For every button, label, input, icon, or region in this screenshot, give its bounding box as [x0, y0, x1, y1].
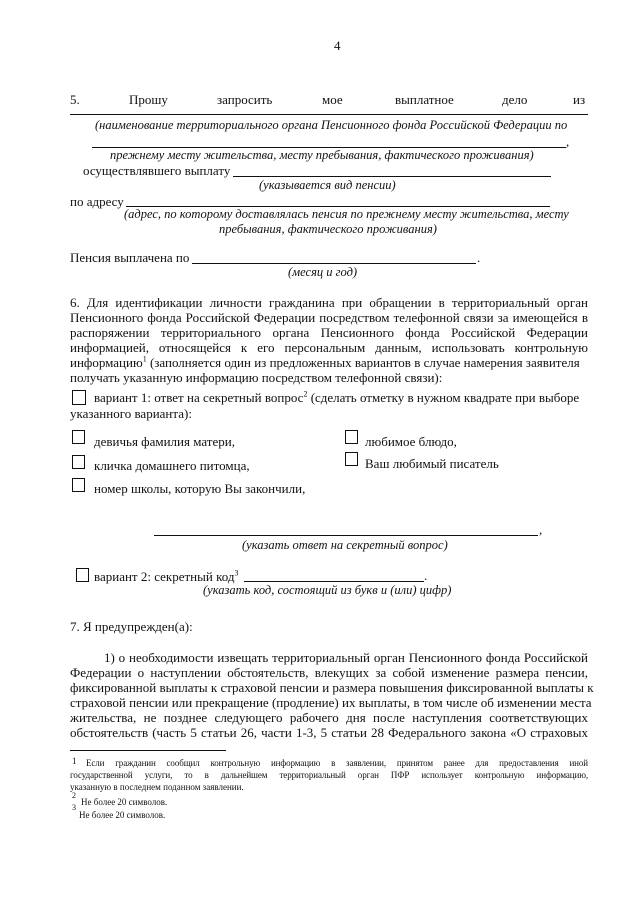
s7-line-4: страховой пенсии или прекращение (продление) их выплаты, в том числе об изменении места [70, 695, 592, 710]
dot-2: . [424, 568, 428, 583]
paid-label: осуществлявшего выплату [83, 163, 231, 178]
page-number: 4 [334, 38, 341, 53]
option-maiden-name: девичья фамилия матери, [94, 434, 235, 449]
footnote-2-text: Не более 20 символов. [81, 797, 168, 807]
word-iz: из [573, 92, 586, 107]
footnote-1-line-1: Если гражданин сообщил контрольную информацию в заявлении, принятом ранее для предоставления иной [86, 758, 588, 768]
option-favorite-writer: Ваш любимый писатель [365, 456, 499, 471]
month-year-hint: (месяц и год) [288, 265, 358, 279]
secret-answer-hint: (указать ответ на секретный вопрос) [242, 538, 448, 552]
s6-line-2: Пенсионного фонда Российской Федерации посредством телефонной связи за имеющейся в [70, 310, 588, 325]
residence-hint: прежнему месту жительства, месту пребывания, фактического проживания) [110, 148, 534, 162]
footnote-3-number: 3 [72, 803, 76, 812]
word-moe: мое [322, 92, 343, 107]
favorite-dish-checkbox[interactable] [345, 430, 358, 444]
address-hint-line-1: (адрес, по которому доставлялась пенсия по прежнему месту жительства, месту [124, 207, 569, 221]
option-pet-name: кличка домашнего питомца, [94, 458, 250, 473]
paid-until-label: Пенсия выплачена по [70, 250, 190, 265]
word-vyplatnoe: выплатное [395, 92, 454, 107]
option-school-number: номер школы, которую Вы закончили, [94, 481, 306, 496]
s7-line-1: 1) о необходимости извещать территориальный орган Пенсионного фонда Российской [104, 650, 588, 665]
s7-title: 7. Я предупрежден(а): [70, 619, 193, 634]
s7-line-5: жительства, не позднее следующего рабочего дня после наступления соответствующих [70, 710, 588, 725]
month-year-field-line[interactable] [192, 263, 476, 264]
footnote-1-line-2: государственной услуги, то в дальнейшем территориальный орган ПФР использует контрольную информацию, [70, 770, 588, 780]
variant-2-text: вариант 2: секретный код$^3$ [94, 568, 239, 584]
pfr-body-field-line[interactable] [70, 114, 588, 115]
comma: , [566, 134, 570, 149]
word-proshu: Прошу [129, 92, 168, 107]
pension-type-field-line[interactable] [233, 176, 551, 177]
variant-1-checkbox[interactable] [72, 390, 86, 405]
s6-line-6: получать указанную информацию посредством телефонной связи): [70, 370, 443, 385]
footnote-2-number: 2 [72, 791, 76, 800]
maiden-name-checkbox[interactable] [72, 430, 85, 444]
word-zaprosit: запросить [217, 92, 273, 107]
s7-line-2: Федерации о наступлении обстоятельств, влекущих за собой изменение размера пенсии, [70, 665, 588, 680]
secret-answer-field-line[interactable] [154, 535, 538, 536]
school-number-checkbox[interactable] [72, 478, 85, 492]
s7-line-3: фиксированной выплаты к страховой пенсии и размера повышения фиксированной выплаты к [70, 680, 594, 695]
footnote-3-text: Не более 20 символов. [79, 810, 166, 820]
secret-code-hint: (указать код, состоящий из букв и (или) цифр) [203, 583, 452, 597]
variant-1-text: вариант 1: ответ на секретный вопрос$^2$ (сделать отметку в нужном квадрате при выборе [94, 389, 580, 405]
favorite-writer-checkbox[interactable] [345, 452, 358, 466]
s7-line-6: обстоятельств (часть 5 статьи 26, части 1-3, 5 статьи 28 Федерального закона «О страховых [70, 725, 588, 740]
pfr-body-hint: (наименование территориального органа Пенсионного фонда Российской Федерации по [95, 118, 568, 132]
comma-2: , [539, 522, 543, 537]
footnote-1-number: 1 [72, 756, 77, 766]
pet-name-checkbox[interactable] [72, 455, 85, 469]
variant-1-text-2: указанного варианта): [70, 406, 192, 421]
s6-line-1: 6. Для идентификации личности гражданина при обращении в территориальный орган [70, 295, 588, 310]
footnote-1-line-3: указанную в последнем поданном заявлении. [70, 782, 244, 792]
s6-line-4: информацией, относящейся к его персональным данным, использовать контрольную [70, 340, 588, 355]
s6-line-3: распоряжении территориального органа Пенсионного фонда Российской Федерации [70, 325, 588, 340]
section-5-number: 5. [70, 92, 80, 107]
secret-code-field-line[interactable] [244, 581, 424, 582]
dot: . [477, 250, 481, 265]
s6-line-5: информацию$^1$ (заполняется один из предложенных вариантов в случае намерения заявителя [70, 354, 580, 370]
footnote-separator [70, 750, 226, 751]
word-delo: дело [502, 92, 528, 107]
option-favorite-dish: любимое блюдо, [365, 434, 457, 449]
pension-type-hint: (указывается вид пенсии) [259, 178, 396, 192]
variant-2-checkbox[interactable] [76, 568, 89, 582]
address-hint-line-2: пребывания, фактического проживания) [219, 222, 437, 236]
address-label: по адресу [70, 194, 124, 209]
